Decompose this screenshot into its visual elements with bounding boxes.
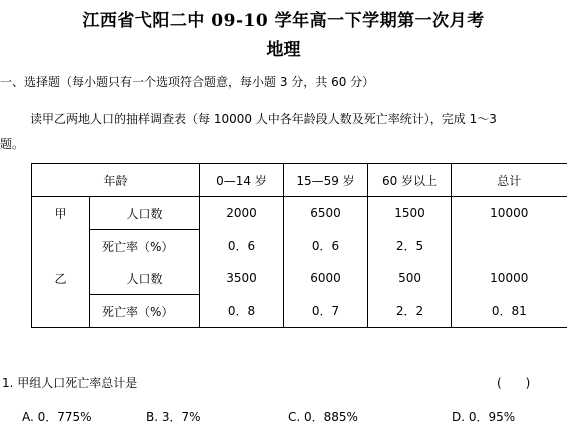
row-label: 死亡率（%）	[90, 230, 200, 263]
header-cell: 0—14 岁	[200, 164, 284, 197]
header-cell: 15—59 岁	[284, 164, 368, 197]
intro-line-2: 题。	[0, 137, 25, 151]
row-label: 人口数	[90, 197, 200, 230]
table-cell: 10000	[452, 197, 567, 230]
table-cell: 10000	[452, 262, 567, 295]
table-cell: 2000	[200, 197, 284, 230]
table-cell	[452, 230, 567, 263]
table-row	[32, 295, 567, 328]
header-cell-age: 年龄	[32, 164, 200, 197]
table-cell: 6500	[284, 197, 368, 230]
question-text: 1. 甲组人口死亡率总计是	[2, 376, 138, 390]
intro-line-1: 读甲乙两地人口的抽样调查表（每 10000 人中各年龄段人数及死亡率统计），完成 1～3	[30, 112, 497, 126]
row-label: 人口数	[90, 262, 200, 295]
table-row	[32, 197, 567, 230]
table-cell: 2．5	[368, 230, 452, 263]
table-header-row	[32, 164, 567, 197]
group-label-jia: 甲	[32, 197, 90, 230]
population-table	[31, 163, 567, 328]
section-heading: 一、选择题（每小题只有一个选项符合题意，每小题 3 分，共 60 分）	[0, 75, 375, 89]
table-cell: 0．7	[284, 295, 368, 328]
group-label-yi: 乙	[32, 262, 90, 295]
table-cell: 500	[368, 262, 452, 295]
header-cell: 60 岁以上	[368, 164, 452, 197]
table-cell: 0．81	[452, 295, 567, 328]
table-cell: 0．8	[200, 295, 284, 328]
table-cell: 2．2	[368, 295, 452, 328]
option-a: A. 0．775%	[22, 410, 92, 424]
option-d: D. 0．95%	[452, 410, 516, 424]
table-cell: 0．6	[284, 230, 368, 263]
table-row	[32, 262, 567, 295]
option-c: C. 0．885%	[288, 410, 358, 424]
header-cell: 总计	[452, 164, 567, 197]
table-cell: 6000	[284, 262, 368, 295]
answer-blank: ( )	[497, 376, 531, 390]
table-cell: 1500	[368, 197, 452, 230]
page-title: 江西省弋阳二中 09-10 学年高一下学期第一次月考	[82, 11, 485, 31]
row-label: 死亡率（%）	[90, 295, 200, 328]
table-cell: 0．6	[200, 230, 284, 263]
option-b: B. 3．7%	[146, 410, 201, 424]
table-cell: 3500	[200, 262, 284, 295]
table-row	[32, 230, 567, 263]
page-subtitle: 地理	[266, 40, 301, 60]
